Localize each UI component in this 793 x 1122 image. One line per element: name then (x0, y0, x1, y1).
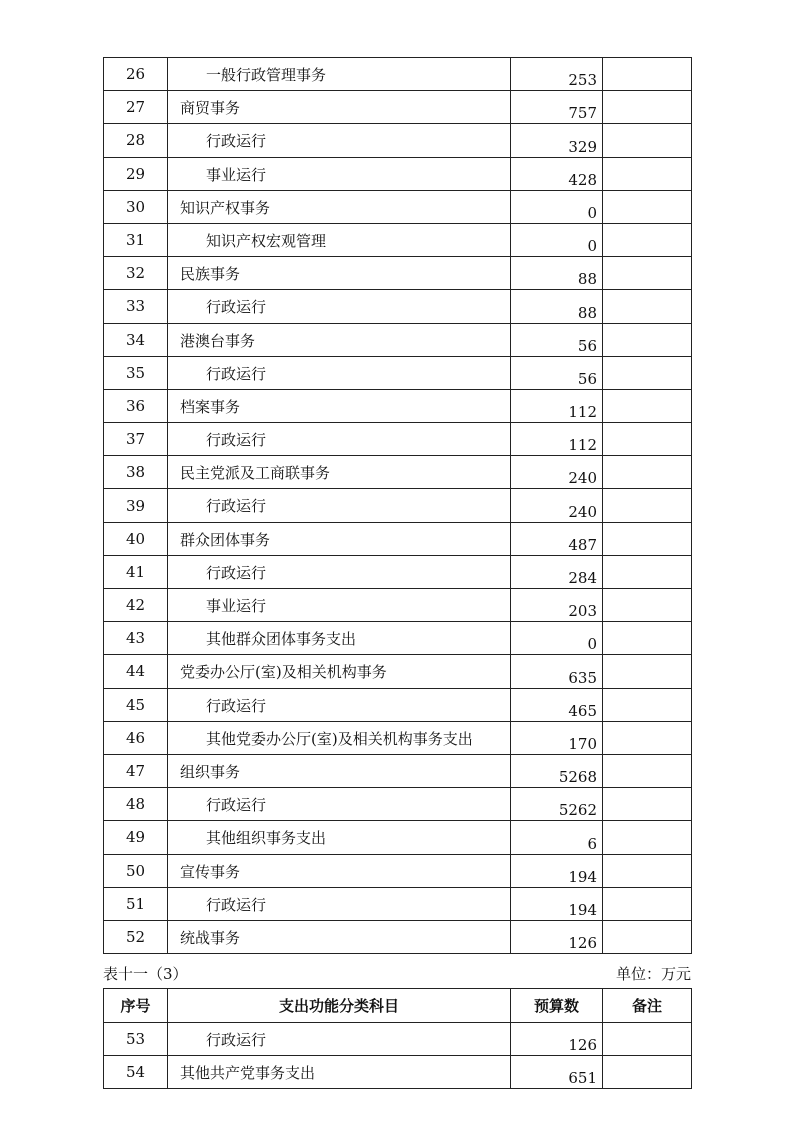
row-budget-amount: 203 (511, 589, 603, 622)
row-budget-amount: 126 (511, 1023, 603, 1056)
table-label: 表十一（3） (103, 965, 188, 983)
row-note (603, 1023, 692, 1056)
row-note (603, 788, 692, 821)
table-caption-row (103, 963, 691, 983)
table-row (104, 522, 692, 555)
row-note (603, 323, 692, 356)
row-note (603, 821, 692, 854)
table-row (104, 58, 692, 91)
row-budget-amount: 112 (511, 423, 603, 456)
row-budget-amount: 194 (511, 887, 603, 920)
row-serial-no: 44 (104, 655, 168, 688)
row-subject: 统战事务 (168, 920, 511, 953)
row-subject: 行政运行 (168, 555, 511, 588)
row-budget-amount: 0 (511, 223, 603, 256)
row-serial-no: 35 (104, 356, 168, 389)
row-budget-amount: 465 (511, 688, 603, 721)
table-row (104, 688, 692, 721)
row-subject: 群众团体事务 (168, 522, 511, 555)
row-note (603, 456, 692, 489)
row-subject: 行政运行 (168, 788, 511, 821)
row-subject: 行政运行 (168, 887, 511, 920)
table-row (104, 223, 692, 256)
row-subject: 知识产权宏观管理 (168, 223, 511, 256)
row-budget-amount: 635 (511, 655, 603, 688)
row-note (603, 1056, 692, 1089)
row-serial-no: 45 (104, 688, 168, 721)
row-note (603, 489, 692, 522)
table-row (104, 91, 692, 124)
table-row (104, 1023, 692, 1056)
row-budget-amount: 240 (511, 456, 603, 489)
row-note (603, 522, 692, 555)
table-row (104, 456, 692, 489)
row-budget-amount: 0 (511, 190, 603, 223)
row-subject: 行政运行 (168, 489, 511, 522)
row-budget-amount: 284 (511, 555, 603, 588)
row-budget-amount: 329 (511, 124, 603, 157)
table-row (104, 489, 692, 522)
row-budget-amount: 56 (511, 356, 603, 389)
table-row (104, 290, 692, 323)
row-note (603, 854, 692, 887)
table-row (104, 854, 692, 887)
row-budget-amount: 194 (511, 854, 603, 887)
row-serial-no: 26 (104, 58, 168, 91)
row-note (603, 423, 692, 456)
table-row (104, 389, 692, 422)
table-row (104, 356, 692, 389)
row-budget-amount: 6 (511, 821, 603, 854)
table-row (104, 423, 692, 456)
row-budget-amount: 88 (511, 257, 603, 290)
row-note (603, 887, 692, 920)
row-serial-no: 31 (104, 223, 168, 256)
table-row (104, 124, 692, 157)
budget-table-continued (103, 57, 692, 954)
row-serial-no: 52 (104, 920, 168, 953)
table-row (104, 655, 692, 688)
unit-label: 单位：万元 (615, 965, 691, 983)
row-note (603, 622, 692, 655)
row-subject: 一般行政管理事务 (168, 58, 511, 91)
row-subject: 行政运行 (168, 423, 511, 456)
header-budget: 预算数 (511, 989, 603, 1023)
row-serial-no: 34 (104, 323, 168, 356)
row-subject: 其他党委办公厅(室)及相关机构事务支出 (168, 721, 511, 754)
row-serial-no: 47 (104, 754, 168, 787)
row-subject: 民主党派及工商联事务 (168, 456, 511, 489)
table-row (104, 1056, 692, 1089)
row-serial-no: 28 (104, 124, 168, 157)
row-budget-amount: 487 (511, 522, 603, 555)
row-subject: 行政运行 (168, 124, 511, 157)
row-subject: 民族事务 (168, 257, 511, 290)
table-row (104, 788, 692, 821)
row-budget-amount: 5262 (511, 788, 603, 821)
row-subject: 港澳台事务 (168, 323, 511, 356)
row-serial-no: 54 (104, 1056, 168, 1089)
row-serial-no: 39 (104, 489, 168, 522)
row-serial-no: 33 (104, 290, 168, 323)
row-budget-amount: 56 (511, 323, 603, 356)
row-subject: 商贸事务 (168, 91, 511, 124)
row-note (603, 688, 692, 721)
row-note (603, 91, 692, 124)
row-subject: 宣传事务 (168, 854, 511, 887)
row-serial-no: 51 (104, 887, 168, 920)
row-serial-no: 41 (104, 555, 168, 588)
table-row (104, 257, 692, 290)
row-subject: 其他组织事务支出 (168, 821, 511, 854)
row-budget-amount: 112 (511, 389, 603, 422)
row-budget-amount: 0 (511, 622, 603, 655)
row-note (603, 389, 692, 422)
row-subject: 行政运行 (168, 688, 511, 721)
row-budget-amount: 5268 (511, 754, 603, 787)
row-note (603, 290, 692, 323)
table-row (104, 589, 692, 622)
row-note (603, 655, 692, 688)
row-serial-no: 40 (104, 522, 168, 555)
row-serial-no: 50 (104, 854, 168, 887)
row-note (603, 920, 692, 953)
row-subject: 档案事务 (168, 389, 511, 422)
row-serial-no: 42 (104, 589, 168, 622)
row-note (603, 190, 692, 223)
row-serial-no: 43 (104, 622, 168, 655)
table-row (104, 555, 692, 588)
table-row (104, 157, 692, 190)
row-serial-no: 32 (104, 257, 168, 290)
row-note (603, 589, 692, 622)
row-subject: 党委办公厅(室)及相关机构事务 (168, 655, 511, 688)
row-note (603, 58, 692, 91)
row-serial-no: 38 (104, 456, 168, 489)
row-note (603, 356, 692, 389)
table-row (104, 920, 692, 953)
row-serial-no: 27 (104, 91, 168, 124)
table-row (104, 721, 692, 754)
row-budget-amount: 651 (511, 1056, 603, 1089)
table-row (104, 622, 692, 655)
table-header-row (104, 989, 692, 1023)
header-note: 备注 (603, 989, 692, 1023)
row-subject: 行政运行 (168, 356, 511, 389)
row-subject: 行政运行 (168, 290, 511, 323)
row-subject: 行政运行 (168, 1023, 511, 1056)
row-note (603, 257, 692, 290)
row-budget-amount: 428 (511, 157, 603, 190)
row-serial-no: 30 (104, 190, 168, 223)
row-budget-amount: 170 (511, 721, 603, 754)
header-serial-no: 序号 (104, 989, 168, 1023)
row-serial-no: 49 (104, 821, 168, 854)
row-serial-no: 53 (104, 1023, 168, 1056)
row-note (603, 754, 692, 787)
row-note (603, 555, 692, 588)
budget-table (103, 988, 692, 1089)
table-row (104, 190, 692, 223)
row-budget-amount: 757 (511, 91, 603, 124)
row-budget-amount: 240 (511, 489, 603, 522)
row-subject: 其他共产党事务支出 (168, 1056, 511, 1089)
row-subject: 知识产权事务 (168, 190, 511, 223)
row-serial-no: 37 (104, 423, 168, 456)
table-row (104, 887, 692, 920)
row-serial-no: 29 (104, 157, 168, 190)
table-row (104, 821, 692, 854)
header-subject: 支出功能分类科目 (168, 989, 511, 1023)
table-row (104, 754, 692, 787)
row-note (603, 124, 692, 157)
row-budget-amount: 253 (511, 58, 603, 91)
row-subject: 事业运行 (168, 589, 511, 622)
row-serial-no: 48 (104, 788, 168, 821)
row-subject: 其他群众团体事务支出 (168, 622, 511, 655)
row-note (603, 157, 692, 190)
row-subject: 事业运行 (168, 157, 511, 190)
row-budget-amount: 88 (511, 290, 603, 323)
row-note (603, 223, 692, 256)
row-serial-no: 36 (104, 389, 168, 422)
row-budget-amount: 126 (511, 920, 603, 953)
row-subject: 组织事务 (168, 754, 511, 787)
row-note (603, 721, 692, 754)
row-serial-no: 46 (104, 721, 168, 754)
table-row (104, 323, 692, 356)
